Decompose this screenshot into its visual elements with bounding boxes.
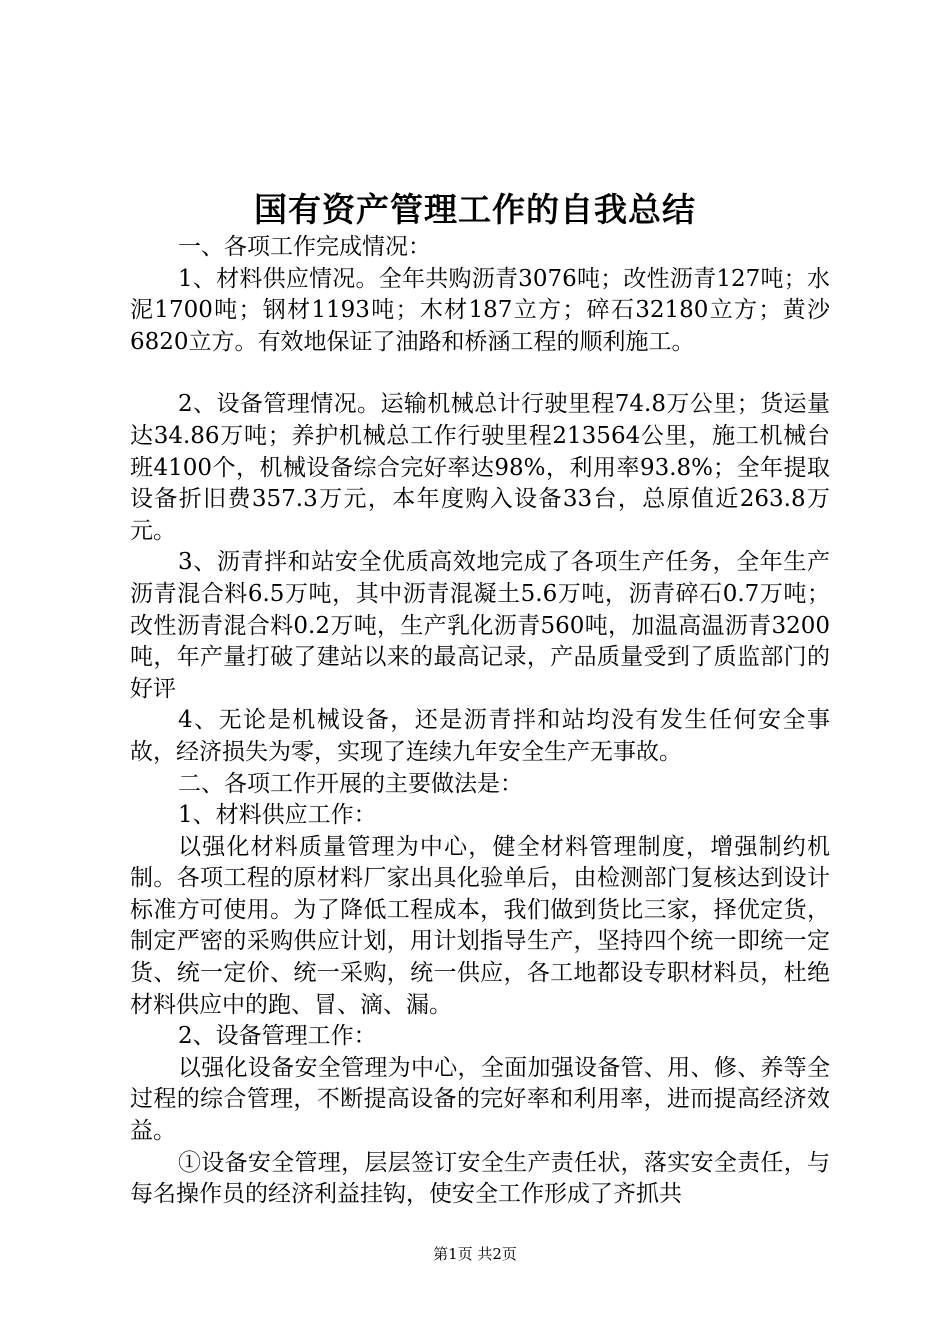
- page-footer: 第1页 共2页: [433, 1245, 517, 1263]
- subheading-material-supply: 1、材料供应工作：: [178, 802, 377, 829]
- section-heading-1: 一、各项工作完成情况：: [178, 234, 431, 260]
- document-body: [130, 232, 830, 1211]
- paragraph-material-supply-method: 以强化材料质量管理为中心，健全材料管理制度，增强制约机制。各项工程的原材料厂家出具化验单后，由检测部门复核达到设计标准方可使用。为了降低工程成本，我们做到货比三家，择优定货，制定严密的采购供应计划，用计划指导生产，坚持四个统一即统一定货、统一定价、统一采购，统一供应，各工地都设专职材料员，杜绝材料供应中的跑、冒、滴、漏。: [130, 833, 830, 1018]
- subheading-equipment-management: 2、设备管理工作：: [178, 1023, 377, 1050]
- paragraph-equipment-management-method: 以强化设备安全管理为中心，全面加强设备管、用、修、养等全过程的综合管理，不断提高设备的完好率和利用率，进而提高经济效益。: [130, 1054, 830, 1145]
- paragraph-equipment-safety: ①设备安全管理，层层签订安全生产责任状，落实安全责任，与每名操作员的经济利益挂钩，使安全工作形成了齐抓共: [130, 1149, 830, 1208]
- paragraph-asphalt-station: 3、沥青拌和站安全优质高效地完成了各项生产任务，全年生产沥青混合料6.5万吨，其中沥青混凝土5.6万吨，沥青碎石0.7万吨；改性沥青混合料0.2万吨，生产乳化沥青560吨，加温高温沥青3200吨，年产量打破了建站以来的最高记录，产品质量受到了质监部门的好评: [130, 549, 830, 702]
- paragraph-safety-record: 4、无论是机械设备，还是沥青拌和站均没有发生任何安全事故，经济损失为零，实现了连续九年安全生产无事故。: [130, 707, 830, 765]
- paragraph-equipment-status: 2、设备管理情况。运输机械总计行驶里程74.8万公里；货运量达34.86万吨；养护机械总工作行驶里程213564公里，施工机械台班4100个，机械设备综合完好率达98%，利用率93.8%；全年提取设备折旧费357.3万元，本年度购入设备33台，总原值近263.8万元。: [130, 391, 830, 544]
- section-heading-2: 二、各项工作开展的主要做法是：: [178, 770, 523, 797]
- paragraph-material-supply-status: 1、材料供应情况。全年共购沥青3076吨；改性沥青127吨；水泥1700吨；钢材1193吨；木材187立方；碎石32180立方；黄沙6820立方。有效地保证了油路和桥涵工程的顺利施工。: [130, 265, 830, 355]
- document-title: 国有资产管理工作的自我总结: [254, 190, 696, 229]
